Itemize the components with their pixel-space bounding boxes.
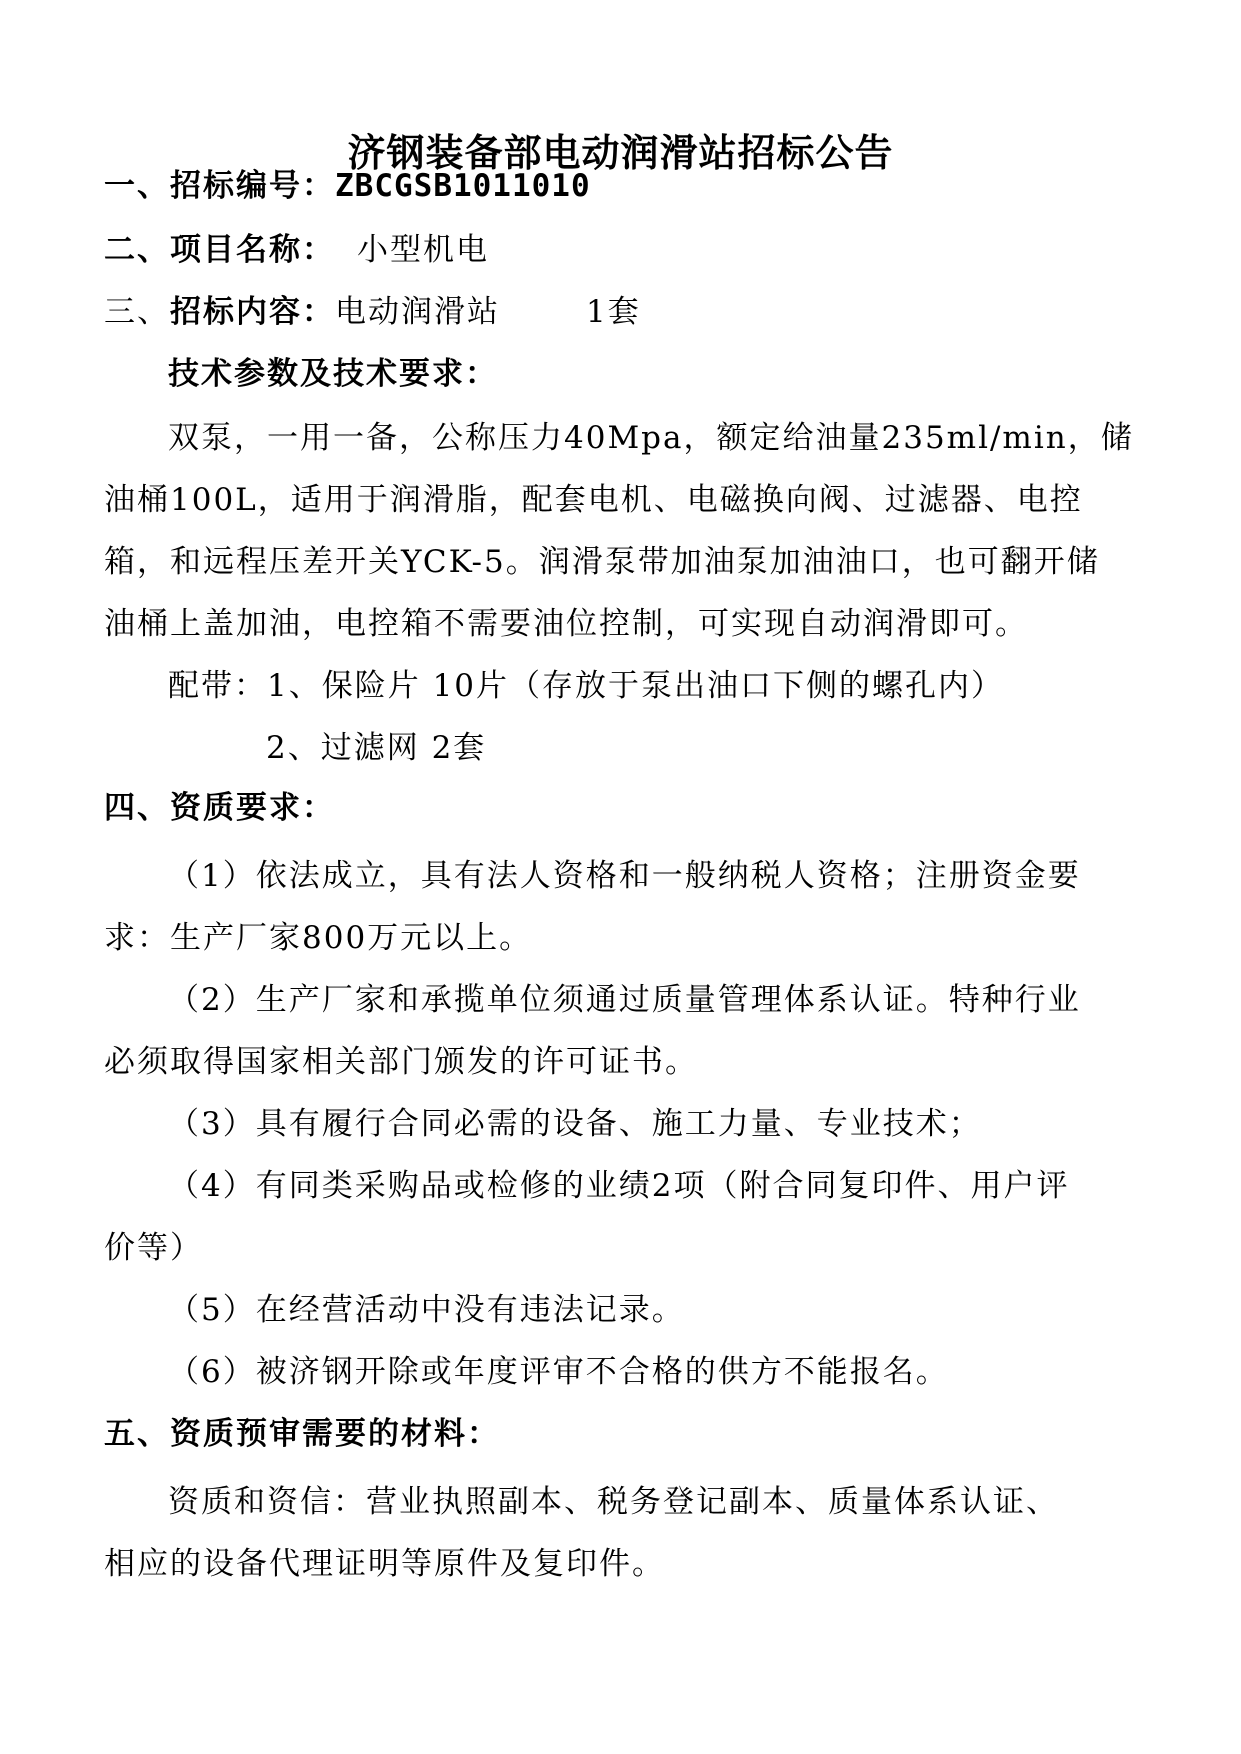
- materials-heading: 五、资质预审需要的材料：: [104, 1416, 500, 1452]
- req-line-5: （3）具有履行合同必需的设备、施工力量、专业技术；: [168, 1106, 982, 1142]
- accessories-line-2: 2、过滤网 2套: [266, 730, 487, 766]
- req-line-6: （4）有同类采购品或检修的业绩2项（附合同复印件、用户评: [168, 1168, 1070, 1204]
- req-line-1: （1）依法成立，具有法人资格和一般纳税人资格；注册资金要: [168, 858, 1081, 894]
- bid-number-value: ZBCGSB1011010: [335, 168, 591, 204]
- tech-line-3: 箱，和远程压差开关YCK-5。润滑泵带加油泵加油油口，也可翻开储: [104, 544, 1100, 580]
- bid-content-label: 招标内容：: [170, 294, 335, 330]
- materials-line-1: 资质和资信：营业执照副本、税务登记副本、质量体系认证、: [168, 1484, 1059, 1520]
- req-line-4: 必须取得国家相关部门颁发的许可证书。: [104, 1044, 698, 1080]
- page-title: 济钢装备部电动润滑站招标公告: [347, 130, 894, 175]
- bid-content-qty: 1套: [586, 294, 641, 330]
- req-line-8: （5）在经营活动中没有违法记录。: [168, 1292, 685, 1328]
- bid-content-prefix: 三、: [104, 294, 170, 330]
- req-line-7: 价等）: [104, 1230, 203, 1266]
- tech-line-2: 油桶100L，适用于润滑脂，配套电机、电磁换向阀、过滤器、电控: [104, 482, 1083, 518]
- qualification-heading: 四、资质要求：: [104, 790, 335, 826]
- project-name-line: [104, 230, 1144, 270]
- bid-content-item: 电动润滑站: [335, 294, 500, 330]
- project-name-value: 小型机电: [357, 232, 489, 268]
- tech-heading: 技术参数及技术要求：: [168, 356, 498, 392]
- bid-number-line: [104, 166, 1144, 206]
- req-line-2: 求：生产厂家800万元以上。: [104, 920, 533, 956]
- project-name-label: 二、项目名称：: [104, 232, 335, 268]
- req-line-9: （6）被济钢开除或年度评审不合格的供方不能报名。: [168, 1354, 949, 1390]
- tech-line-4: 油桶上盖加油，电控箱不需要油位控制，可实现自动润滑即可。: [104, 606, 1028, 642]
- materials-line-2: 相应的设备代理证明等原件及复印件。: [104, 1546, 665, 1582]
- bid-content-line: [104, 292, 1144, 332]
- accessories-line-1: 配带：1、保险片 10片（存放于泵出油口下侧的螺孔内）: [168, 668, 1005, 704]
- bid-number-label: 一、招标编号：: [104, 168, 335, 204]
- tech-line-1: 双泵，一用一备，公称压力40Mpa，额定给油量235ml/min，储: [168, 420, 1134, 456]
- req-line-3: （2）生产厂家和承揽单位须通过质量管理体系认证。特种行业: [168, 982, 1081, 1018]
